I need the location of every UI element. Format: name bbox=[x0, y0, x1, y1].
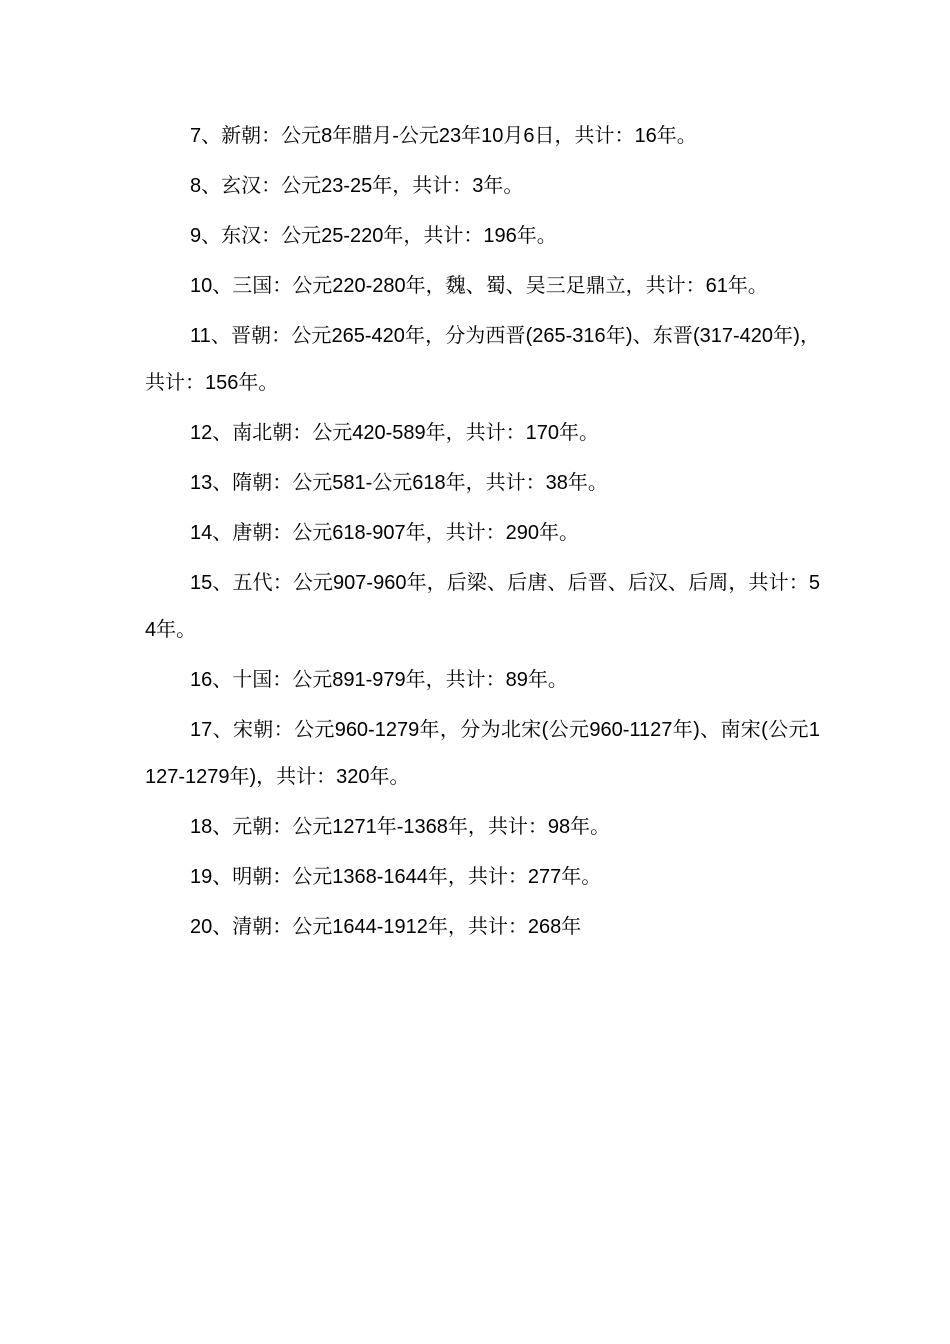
paragraph-xuan-han: 8、玄汉：公元23-25年，共计：3年。 bbox=[190, 175, 524, 197]
paragraph-eastern-han: 9、东汉：公元25-220年，共计：196年。 bbox=[190, 225, 557, 247]
paragraph-song-dynasty: 17、宋朝：公元960-1279年，分为北宋(公元960-1127年)、南宋(公元1127-1279年)，共计：320年。 bbox=[145, 719, 820, 788]
paragraph-jin-dynasty: 11、晋朝：公元265-420年，分为西晋(265-316年)、东晋(317-420年)，共计：156年。 bbox=[145, 325, 820, 394]
paragraph-three-kingdoms: 10、三国：公元220-280年，魏、蜀、吴三足鼎立，共计：61年。 bbox=[190, 275, 768, 297]
paragraph-southern-northern: 12、南北朝：公元420-589年，共计：170年。 bbox=[190, 422, 600, 444]
paragraph-qing-dynasty: 20、清朝：公元1644-1912年，共计：268年 bbox=[190, 916, 582, 938]
paragraph-yuan-dynasty: 18、元朝：公元1271年-1368年，共计：98年。 bbox=[190, 816, 611, 838]
paragraph-ten-kingdoms: 16、十国：公元891-979年，共计：89年。 bbox=[190, 669, 568, 691]
paragraph-ming-dynasty: 19、明朝：公元1368-1644年，共计：277年。 bbox=[190, 866, 602, 888]
document-body bbox=[145, 113, 820, 954]
paragraph-xin-dynasty: 7、新朝：公元8年腊月-公元23年10月6日，共计：16年。 bbox=[190, 125, 697, 147]
paragraph-five-dynasties: 15、五代：公元907-960年，后梁、后唐、后晋、后汉、后周，共计：54年。 bbox=[145, 572, 820, 641]
paragraph-sui-dynasty: 13、隋朝：公元581-公元618年，共计：38年。 bbox=[190, 472, 608, 494]
paragraph-tang-dynasty: 14、唐朝：公元618-907年，共计：290年。 bbox=[190, 522, 580, 544]
